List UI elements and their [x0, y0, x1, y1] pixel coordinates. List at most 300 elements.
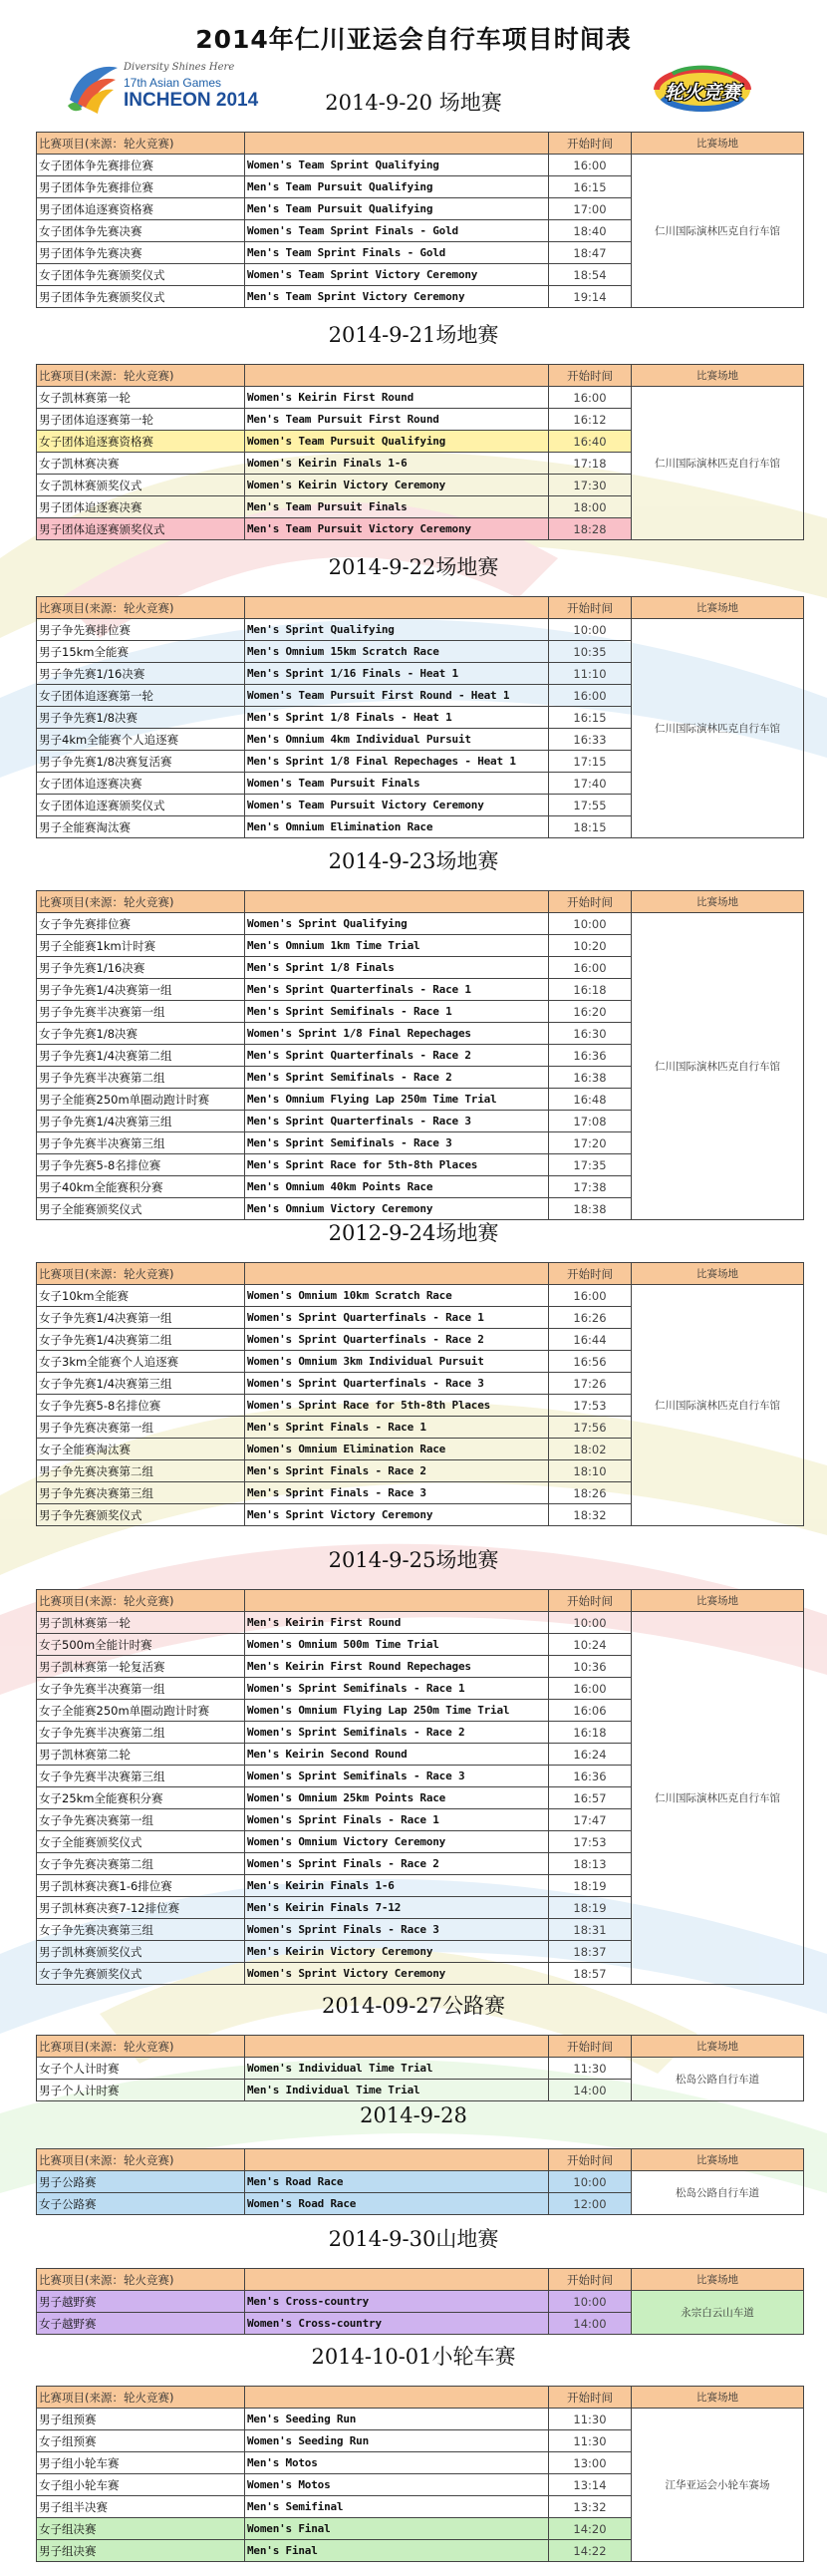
venue-cell: 仁川国际演林匹克自行车馆 — [632, 913, 804, 1220]
event-name-cn: 男子全能赛1km计时赛 — [37, 935, 245, 957]
event-name-en: Women's Seeding Run — [245, 2430, 549, 2452]
start-time: 10:00 — [549, 913, 632, 935]
event-name-cn: 女子团体争先赛决赛 — [37, 220, 245, 242]
event-name-cn: 女子团体追逐赛决赛 — [37, 773, 245, 795]
header-cell-col3: 开始时间 — [549, 1263, 632, 1285]
event-name-cn: 男子争先赛决赛第一组 — [37, 1417, 245, 1439]
header-cell-col3: 开始时间 — [549, 597, 632, 619]
event-name-en: Men's Semifinal — [245, 2496, 549, 2518]
event-name-en: Men's Keirin Finals 7-12 — [245, 1897, 549, 1919]
start-time: 11:30 — [549, 2058, 632, 2080]
event-name-cn: 男子组预赛 — [37, 2409, 245, 2430]
event-name-en: Women's Omnium Elimination Race — [245, 1439, 549, 1460]
event-name-cn: 男子凯林赛第二轮 — [37, 1744, 245, 1766]
event-name-en: Women's Cross-country — [245, 2313, 549, 2335]
header-cell-col3: 开始时间 — [549, 1590, 632, 1612]
event-name-en: Women's Team Pursuit Qualifying — [245, 431, 549, 453]
start-time: 13:14 — [549, 2474, 632, 2496]
header-cell-col2 — [245, 597, 549, 619]
event-name-en: Women's Team Sprint Qualifying — [245, 155, 549, 176]
start-time: 16:15 — [549, 707, 632, 729]
event-name-en: Women's Sprint Semifinals - Race 2 — [245, 1722, 549, 1744]
table-header-row — [37, 597, 804, 619]
start-time: 14:20 — [549, 2518, 632, 2540]
event-name-cn: 女子3km全能赛个人追逐赛 — [37, 1351, 245, 1373]
header-cell-col4: 比赛场地 — [632, 891, 804, 913]
event-name-en: Men's Final — [245, 2540, 549, 2562]
header-cell-col3: 开始时间 — [549, 2387, 632, 2409]
event-name-cn: 女子团体争先赛排位赛 — [37, 155, 245, 176]
event-name-en: Men's Omnium Flying Lap 250m Time Trial — [245, 1089, 549, 1111]
event-name-cn: 女子团体争先赛颁奖仪式 — [37, 264, 245, 286]
start-time: 17:55 — [549, 795, 632, 816]
event-name-cn: 女子组预赛 — [37, 2430, 245, 2452]
event-name-en: Men's Team Pursuit Victory Ceremony — [245, 518, 549, 540]
event-name-en: Men's Road Race — [245, 2171, 549, 2193]
event-name-cn: 男子凯林赛决赛1-6排位赛 — [37, 1875, 245, 1897]
event-name-cn: 女子全能赛250m单圈动跑计时赛 — [37, 1700, 245, 1722]
header-cell-col3: 开始时间 — [549, 2036, 632, 2058]
header-cell-col4: 比赛场地 — [632, 1590, 804, 1612]
header-cell-col1: 比赛项目(来源：轮火竞赛) — [37, 891, 245, 913]
start-time: 16:12 — [549, 409, 632, 431]
event-name-cn: 女子团体追逐赛资格赛 — [37, 431, 245, 453]
start-time: 17:20 — [549, 1132, 632, 1154]
event-name-cn: 男子公路赛 — [37, 2171, 245, 2193]
event-name-en: Women's Omnium 500m Time Trial — [245, 1634, 549, 1656]
start-time: 17:26 — [549, 1373, 632, 1395]
event-name-en: Men's Sprint Finals - Race 2 — [245, 1460, 549, 1482]
event-name-en: Women's Sprint Quarterfinals - Race 2 — [245, 1329, 549, 1351]
event-name-en: Men's Motos — [245, 2452, 549, 2474]
venue-cell: 仁川国际演林匹克自行车馆 — [632, 155, 804, 308]
event-name-cn: 男子团体争先赛决赛 — [37, 242, 245, 264]
section-heading: 2014-9-25场地赛 — [328, 1548, 499, 1572]
start-time: 16:38 — [549, 1067, 632, 1089]
start-time: 17:38 — [549, 1176, 632, 1198]
event-name-en: Men's Sprint Quarterfinals - Race 2 — [245, 1045, 549, 1067]
schedule-table — [36, 2035, 804, 2101]
event-name-cn: 女子争先赛1/8决赛 — [37, 1023, 245, 1045]
schedule-table — [36, 890, 804, 1220]
event-name-cn: 男子争先赛1/16决赛 — [37, 663, 245, 685]
start-time: 11:30 — [549, 2409, 632, 2430]
start-time: 10:24 — [549, 1634, 632, 1656]
event-name-cn: 女子争先赛半决赛第二组 — [37, 1722, 245, 1744]
table-header-row — [37, 891, 804, 913]
start-time: 12:00 — [549, 2193, 632, 2215]
section-heading: 2012-9-24场地赛 — [328, 1221, 499, 1245]
header-cell-col4: 比赛场地 — [632, 597, 804, 619]
event-name-cn: 男子团体追逐赛资格赛 — [37, 198, 245, 220]
header-cell-col1: 比赛项目(来源：轮火竞赛) — [37, 133, 245, 155]
event-name-en: Women's Sprint Semifinals - Race 3 — [245, 1766, 549, 1787]
section-heading: 2014-9-22场地赛 — [328, 555, 499, 579]
schedule-table — [36, 364, 804, 540]
event-name-en: Women's Keirin Finals 1-6 — [245, 453, 549, 475]
header-cell-col2 — [245, 365, 549, 387]
event-name-en: Men's Individual Time Trial — [245, 2080, 549, 2101]
event-name-cn: 男子组半决赛 — [37, 2496, 245, 2518]
event-name-en: Men's Sprint 1/8 Final Repechages - Heat 1 — [245, 751, 549, 773]
venue-cell: 仁川国际演林匹克自行车馆 — [632, 1612, 804, 1985]
start-time: 18:28 — [549, 518, 632, 540]
event-name-cn: 男子组决赛 — [37, 2540, 245, 2562]
header-cell-col2 — [245, 1263, 549, 1285]
event-name-cn: 女子500m全能计时赛 — [37, 1634, 245, 1656]
start-time: 13:00 — [549, 2452, 632, 2474]
event-name-cn: 男子争先赛1/4决赛第二组 — [37, 1045, 245, 1067]
event-name-en: Men's Team Sprint Victory Ceremony — [245, 286, 549, 308]
event-name-cn: 男子组小轮车赛 — [37, 2452, 245, 2474]
start-time: 18:15 — [549, 816, 632, 838]
schedule-table — [36, 132, 804, 308]
event-name-en: Women's Team Pursuit First Round - Heat 1 — [245, 685, 549, 707]
start-time: 10:35 — [549, 641, 632, 663]
header-cell-col2 — [245, 1590, 549, 1612]
event-name-en: Women's Sprint Qualifying — [245, 913, 549, 935]
start-time: 16:18 — [549, 1722, 632, 1744]
start-time: 16:57 — [549, 1787, 632, 1809]
event-name-cn: 男子争先赛1/4决赛第三组 — [37, 1111, 245, 1132]
event-name-cn: 男子团体追逐赛颁奖仪式 — [37, 518, 245, 540]
event-name-en: Women's Omnium 25km Points Race — [245, 1787, 549, 1809]
header-cell-col4: 比赛场地 — [632, 1263, 804, 1285]
table-header-row — [37, 2149, 804, 2171]
start-time: 16:15 — [549, 176, 632, 198]
event-name-en: Men's Omnium 40km Points Race — [245, 1176, 549, 1198]
start-time: 16:44 — [549, 1329, 632, 1351]
table-header-row — [37, 1263, 804, 1285]
start-time: 16:33 — [549, 729, 632, 751]
logo-slogan: Diversity Shines Here — [124, 62, 235, 73]
start-time: 19:14 — [549, 286, 632, 308]
event-name-en: Women's Sprint Finals - Race 3 — [245, 1919, 549, 1941]
start-time: 11:30 — [549, 2430, 632, 2452]
start-time: 18:54 — [549, 264, 632, 286]
header-cell-col2 — [245, 891, 549, 913]
page-title: 2014年仁川亚运会自行车项目时间表 — [195, 25, 632, 54]
table-header-row — [37, 365, 804, 387]
event-name-cn: 男子争先赛颁奖仪式 — [37, 1504, 245, 1526]
event-name-cn: 女子争先赛决赛第三组 — [37, 1919, 245, 1941]
event-name-cn: 女子越野赛 — [37, 2313, 245, 2335]
start-time: 10:00 — [549, 619, 632, 641]
table-header-row — [37, 2269, 804, 2291]
schedule-table — [36, 596, 804, 838]
event-name-en: Men's Omnium Victory Ceremony — [245, 1198, 549, 1220]
header-cell-col1: 比赛项目(来源：轮火竞赛) — [37, 2036, 245, 2058]
start-time: 16:36 — [549, 1045, 632, 1067]
start-time: 17:18 — [549, 453, 632, 475]
event-name-cn: 男子团体追逐赛决赛 — [37, 496, 245, 518]
event-name-en: Women's Sprint Victory Ceremony — [245, 1963, 549, 1985]
header-cell-col3: 开始时间 — [549, 365, 632, 387]
event-name-cn: 女子凯林赛颁奖仪式 — [37, 475, 245, 496]
event-name-en: Women's Final — [245, 2518, 549, 2540]
venue-cell: 松岛公路自行车道 — [632, 2058, 804, 2101]
header-cell-col1: 比赛项目(来源：轮火竞赛) — [37, 365, 245, 387]
table-row — [37, 2058, 804, 2080]
event-name-cn: 男子4km全能赛个人追逐赛 — [37, 729, 245, 751]
table-header-row — [37, 1590, 804, 1612]
start-time: 18:47 — [549, 242, 632, 264]
start-time: 16:00 — [549, 387, 632, 409]
event-name-en: Women's Sprint Semifinals - Race 1 — [245, 1678, 549, 1700]
event-name-en: Men's Omnium 1km Time Trial — [245, 935, 549, 957]
start-time: 16:00 — [549, 957, 632, 979]
header-cell-col3: 开始时间 — [549, 133, 632, 155]
event-name-cn: 男子团体争先赛颁奖仪式 — [37, 286, 245, 308]
start-time: 18:00 — [549, 496, 632, 518]
schedule-table — [36, 2268, 804, 2335]
start-time: 18:26 — [549, 1482, 632, 1504]
event-name-cn: 男子全能赛250m单圈动跑计时赛 — [37, 1089, 245, 1111]
event-name-cn: 男子凯林赛第一轮 — [37, 1612, 245, 1634]
start-time: 18:31 — [549, 1919, 632, 1941]
logo-city-label: INCHEON 2014 — [124, 90, 259, 111]
event-name-cn: 女子10km全能赛 — [37, 1285, 245, 1307]
start-time: 16:20 — [549, 1001, 632, 1023]
header-cell-col3: 开始时间 — [549, 2149, 632, 2171]
event-name-en: Men's Sprint Victory Ceremony — [245, 1504, 549, 1526]
header-cell-col2 — [245, 2036, 549, 2058]
event-name-cn: 女子公路赛 — [37, 2193, 245, 2215]
event-name-cn: 女子争先赛半决赛第一组 — [37, 1678, 245, 1700]
start-time: 17:47 — [549, 1809, 632, 1831]
event-name-cn: 女子争先赛排位赛 — [37, 913, 245, 935]
schedule-table — [36, 1262, 804, 1526]
start-time: 16:26 — [549, 1307, 632, 1329]
event-name-en: Men's Sprint Quarterfinals - Race 1 — [245, 979, 549, 1001]
start-time: 16:18 — [549, 979, 632, 1001]
event-name-en: Men's Team Pursuit Qualifying — [245, 176, 549, 198]
start-time: 14:00 — [549, 2313, 632, 2335]
header-cell-col4: 比赛场地 — [632, 365, 804, 387]
start-time: 18:38 — [549, 1198, 632, 1220]
event-name-cn: 女子团体追逐赛第一轮 — [37, 685, 245, 707]
lunhuo-logo-text: 轮火竞赛 — [664, 82, 740, 104]
start-time: 16:36 — [549, 1766, 632, 1787]
event-name-cn: 女子争先赛决赛第一组 — [37, 1809, 245, 1831]
start-time: 18:10 — [549, 1460, 632, 1482]
table-row — [37, 387, 804, 409]
logo-games-label: 17th Asian Games — [124, 76, 222, 90]
start-time: 14:00 — [549, 2080, 632, 2101]
event-name-cn: 男子争先赛1/16决赛 — [37, 957, 245, 979]
start-time: 18:19 — [549, 1875, 632, 1897]
start-time: 16:48 — [549, 1089, 632, 1111]
event-name-cn: 男子凯林赛第一轮复活赛 — [37, 1656, 245, 1678]
header-cell-col4: 比赛场地 — [632, 2036, 804, 2058]
event-name-cn: 男子15km全能赛 — [37, 641, 245, 663]
event-name-cn: 男子团体争先赛排位赛 — [37, 176, 245, 198]
section-heading: 2014-9-21场地赛 — [328, 323, 499, 347]
event-name-en: Men's Omnium Elimination Race — [245, 816, 549, 838]
event-name-en: Men's Sprint 1/8 Finals — [245, 957, 549, 979]
start-time: 16:00 — [549, 1285, 632, 1307]
event-name-cn: 男子争先赛1/8决赛 — [37, 707, 245, 729]
event-name-cn: 男子争先赛排位赛 — [37, 619, 245, 641]
event-name-cn: 女子争先赛半决赛第三组 — [37, 1766, 245, 1787]
event-name-cn: 男子凯林赛颁奖仪式 — [37, 1941, 245, 1963]
event-name-en: Men's Sprint Quarterfinals - Race 3 — [245, 1111, 549, 1132]
event-name-en: Men's Keirin Finals 1-6 — [245, 1875, 549, 1897]
start-time: 10:36 — [549, 1656, 632, 1678]
header-cell-col1: 比赛项目(来源：轮火竞赛) — [37, 2149, 245, 2171]
header-cell-col1: 比赛项目(来源：轮火竞赛) — [37, 2269, 245, 2291]
event-name-en: Men's Sprint 1/16 Finals - Heat 1 — [245, 663, 549, 685]
start-time: 18:13 — [549, 1853, 632, 1875]
start-time: 17:53 — [549, 1395, 632, 1417]
table-row — [37, 913, 804, 935]
event-name-cn: 女子团体追逐赛颁奖仪式 — [37, 795, 245, 816]
venue-cell: 江华亚运会小轮车赛场 — [632, 2409, 804, 2562]
start-time: 10:00 — [549, 2171, 632, 2193]
start-time: 17:35 — [549, 1154, 632, 1176]
header-cell-col3: 开始时间 — [549, 891, 632, 913]
event-name-en: Men's Team Sprint Finals - Gold — [245, 242, 549, 264]
header-cell-col2 — [245, 2269, 549, 2291]
event-name-cn: 女子争先赛1/4决赛第三组 — [37, 1373, 245, 1395]
event-name-en: Men's Cross-country — [245, 2291, 549, 2313]
event-name-cn: 女子全能赛淘汰赛 — [37, 1439, 245, 1460]
start-time: 18:57 — [549, 1963, 632, 1985]
start-time: 10:20 — [549, 935, 632, 957]
section-heading: 2014-9-30山地赛 — [328, 2227, 499, 2251]
event-name-en: Women's Omnium Flying Lap 250m Time Trial — [245, 1700, 549, 1722]
event-name-en: Men's Omnium 4km Individual Pursuit — [245, 729, 549, 751]
event-name-cn: 女子个人计时赛 — [37, 2058, 245, 2080]
start-time: 16:00 — [549, 155, 632, 176]
event-name-en: Women's Sprint Race for 5th-8th Places — [245, 1395, 549, 1417]
table-row — [37, 155, 804, 176]
event-name-en: Men's Team Pursuit Qualifying — [245, 198, 549, 220]
header-cell-col4: 比赛场地 — [632, 133, 804, 155]
event-name-en: Women's Omnium 3km Individual Pursuit — [245, 1351, 549, 1373]
event-name-en: Men's Keirin First Round Repechages — [245, 1656, 549, 1678]
event-name-cn: 女子组决赛 — [37, 2518, 245, 2540]
event-name-en: Men's Keirin First Round — [245, 1612, 549, 1634]
start-time: 16:56 — [549, 1351, 632, 1373]
table-row — [37, 1612, 804, 1634]
event-name-cn: 男子争先赛5-8名排位赛 — [37, 1154, 245, 1176]
event-name-cn: 女子组小轮车赛 — [37, 2474, 245, 2496]
event-name-en: Men's Keirin Victory Ceremony — [245, 1941, 549, 1963]
header-cell-col1: 比赛项目(来源：轮火竞赛) — [37, 1590, 245, 1612]
section-heading: 2014-10-01小轮车赛 — [311, 2345, 516, 2369]
section-heading: 2014-09-27公路赛 — [321, 1994, 506, 2018]
event-name-en: Men's Keirin Second Round — [245, 1744, 549, 1766]
event-name-en: Women's Sprint Finals - Race 2 — [245, 1853, 549, 1875]
start-time: 17:15 — [549, 751, 632, 773]
event-name-en: Women's Team Sprint Victory Ceremony — [245, 264, 549, 286]
header-cell-col4: 比赛场地 — [632, 2149, 804, 2171]
start-time: 18:32 — [549, 1504, 632, 1526]
event-name-cn: 女子25km全能赛积分赛 — [37, 1787, 245, 1809]
start-time: 16:00 — [549, 685, 632, 707]
event-name-en: Women's Team Pursuit Victory Ceremony — [245, 795, 549, 816]
header-cell-col1: 比赛项目(来源：轮火竞赛) — [37, 1263, 245, 1285]
event-name-cn: 女子争先赛决赛第二组 — [37, 1853, 245, 1875]
venue-cell: 仁川国际演林匹克自行车馆 — [632, 619, 804, 838]
venue-cell: 仁川国际演林匹克自行车馆 — [632, 1285, 804, 1526]
event-name-cn: 男子争先赛1/4决赛第一组 — [37, 979, 245, 1001]
event-name-cn: 男子越野赛 — [37, 2291, 245, 2313]
table-header-row — [37, 2036, 804, 2058]
event-name-cn: 男子凯林赛决赛7-12排位赛 — [37, 1897, 245, 1919]
table-header-row — [37, 2387, 804, 2409]
event-name-en: Men's Sprint Finals - Race 1 — [245, 1417, 549, 1439]
event-name-cn: 女子争先赛5-8名排位赛 — [37, 1395, 245, 1417]
header-cell-col3: 开始时间 — [549, 2269, 632, 2291]
event-name-cn: 男子全能赛颁奖仪式 — [37, 1198, 245, 1220]
event-name-en: Women's Omnium 10km Scratch Race — [245, 1285, 549, 1307]
event-name-cn: 男子争先赛半决赛第三组 — [37, 1132, 245, 1154]
event-name-en: Men's Sprint Semifinals - Race 2 — [245, 1067, 549, 1089]
start-time: 17:00 — [549, 198, 632, 220]
table-row — [37, 1285, 804, 1307]
header-cell-col2 — [245, 2149, 549, 2171]
table-row — [37, 2409, 804, 2430]
header-cell-col1: 比赛项目(来源：轮火竞赛) — [37, 597, 245, 619]
start-time: 14:22 — [549, 2540, 632, 2562]
table-row — [37, 619, 804, 641]
schedule-table — [36, 1589, 804, 1985]
event-name-cn: 女子争先赛1/4决赛第二组 — [37, 1329, 245, 1351]
start-time: 16:40 — [549, 431, 632, 453]
event-name-cn: 女子凯林赛决赛 — [37, 453, 245, 475]
start-time: 17:53 — [549, 1831, 632, 1853]
section-heading: 2014-9-28 — [360, 2103, 467, 2127]
event-name-cn: 女子争先赛颁奖仪式 — [37, 1963, 245, 1985]
event-name-en: Women's Keirin First Round — [245, 387, 549, 409]
event-name-en: Women's Sprint Finals - Race 1 — [245, 1809, 549, 1831]
event-name-en: Women's Omnium Victory Ceremony — [245, 1831, 549, 1853]
table-header-row — [37, 133, 804, 155]
header-cell-col2 — [245, 2387, 549, 2409]
event-name-cn: 女子凯林赛第一轮 — [37, 387, 245, 409]
event-name-en: Women's Sprint Quarterfinals - Race 1 — [245, 1307, 549, 1329]
start-time: 10:00 — [549, 1612, 632, 1634]
event-name-en: Women's Sprint 1/8 Final Repechages — [245, 1023, 549, 1045]
header-cell-col2 — [245, 133, 549, 155]
event-name-en: Women's Road Race — [245, 2193, 549, 2215]
event-name-en: Women's Sprint Quarterfinals - Race 3 — [245, 1373, 549, 1395]
event-name-en: Women's Team Pursuit Finals — [245, 773, 549, 795]
event-name-cn: 男子团体追逐赛第一轮 — [37, 409, 245, 431]
event-name-en: Men's Sprint 1/8 Finals - Heat 1 — [245, 707, 549, 729]
start-time: 17:30 — [549, 475, 632, 496]
section-heading: 2014-9-23场地赛 — [328, 849, 499, 873]
event-name-cn: 男子争先赛半决赛第一组 — [37, 1001, 245, 1023]
event-name-cn: 女子争先赛1/4决赛第一组 — [37, 1307, 245, 1329]
event-name-en: Women's Keirin Victory Ceremony — [245, 475, 549, 496]
event-name-en: Women's Team Sprint Finals - Gold — [245, 220, 549, 242]
event-name-en: Men's Omnium 15km Scratch Race — [245, 641, 549, 663]
start-time: 13:32 — [549, 2496, 632, 2518]
event-name-cn: 男子个人计时赛 — [37, 2080, 245, 2101]
event-name-cn: 男子争先赛决赛第三组 — [37, 1482, 245, 1504]
start-time: 10:00 — [549, 2291, 632, 2313]
event-name-en: Men's Sprint Race for 5th-8th Places — [245, 1154, 549, 1176]
schedule-table — [36, 2386, 804, 2562]
table-row — [37, 2291, 804, 2313]
start-time: 18:37 — [549, 1941, 632, 1963]
event-name-en: Men's Sprint Semifinals - Race 1 — [245, 1001, 549, 1023]
start-time: 17:40 — [549, 773, 632, 795]
event-name-cn: 男子全能赛淘汰赛 — [37, 816, 245, 838]
